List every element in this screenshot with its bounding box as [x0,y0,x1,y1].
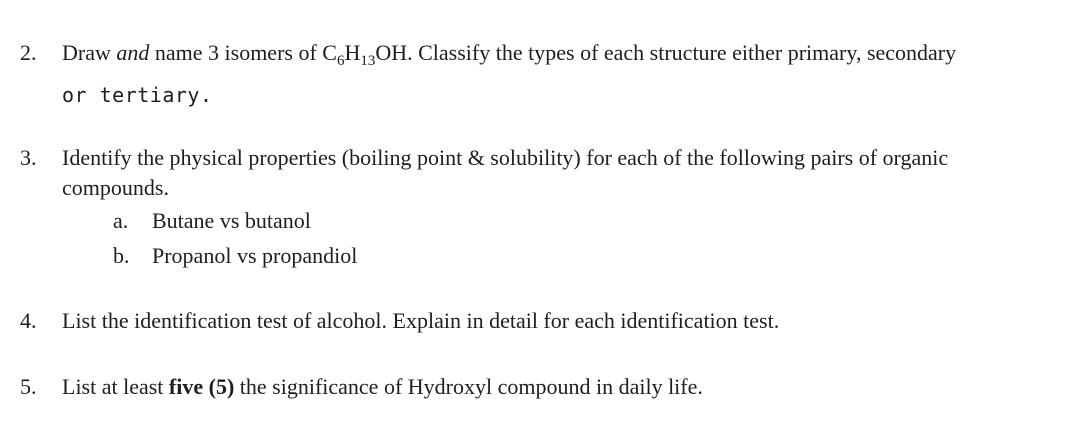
question-text-line: List the identification test of alcohol. Explain in detail for each identification test. [62,308,780,333]
question-text-line: or tertiary. [62,83,213,107]
emphasized-text: and [116,40,150,65]
bold-text: five (5) [168,374,235,399]
question-number: 4. [20,308,37,333]
sub-item-text: Propanol vs propandiol [152,243,358,268]
text-run: Draw [62,40,117,65]
text-run: List at least [62,374,169,399]
subscript: 6 [336,53,345,69]
question-text-line [62,374,703,400]
sub-item-text: Butane vs butanol [152,208,311,233]
text-run: H [344,40,361,65]
text-run: name 3 isomers of C [149,40,337,65]
question-text-line: compounds. [62,175,169,200]
sub-item-letter: a. [113,208,129,233]
subscript: 13 [360,53,376,69]
question-number: 5. [20,374,37,399]
text-run: OH. Classify the types of each structure either primary, secondary [375,40,957,65]
question-number: 2. [20,40,37,65]
sub-item-letter: b. [113,243,130,268]
question-number: 3. [20,145,37,170]
text-run: the significance of Hydroxyl compound in daily life. [234,374,703,399]
question-text-line: Identify the physical properties (boiling point & solubility) for each of the following pairs of organic [62,145,949,170]
question-text-line [62,40,957,69]
